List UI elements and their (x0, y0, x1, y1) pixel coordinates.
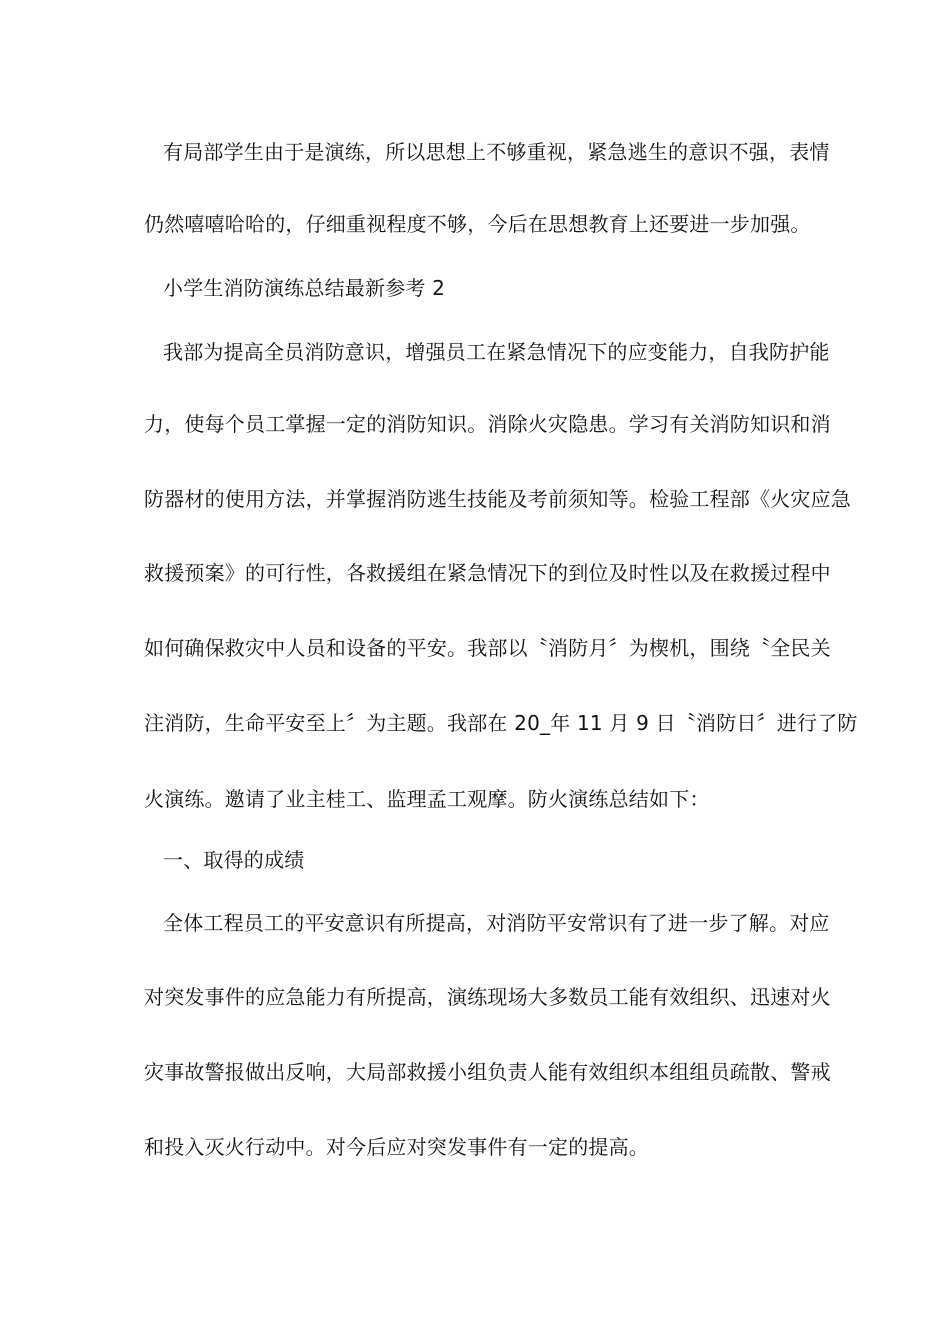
paragraph-line: 火演练。邀请了业主桂工、监理孟工观摩。防火演练总结如下： (144, 787, 710, 811)
section-heading: 一、取得的成绩 (163, 848, 305, 872)
paragraph-line: 我部为提高全员消防意识，增强员工在紧急情况下的应变能力，自我防护能 (163, 340, 830, 364)
paragraph-line: 救援预案》的可行性，各救援组在紧急情况下的到位及时性以及在救援过程中 (144, 561, 831, 585)
paragraph-line: 对突发事件的应急能力有所提高，演练现场大多数员工能有效组织、迅速对火 (144, 985, 831, 1009)
paragraph-line: 如何确保救灾中人员和设备的平安。我部以〝消防月〞为楔机，围绕〝全民关 (144, 636, 831, 660)
paragraph-line: 灾事故警报做出反响，大局部救援小组负责人能有效组织本组组员疏散、警戒 (144, 1060, 831, 1084)
section-heading: 小学生消防演练总结最新参考 2 (163, 276, 446, 300)
paragraph-line: 注消防，生命平安至上〞为主题。我部在 20_年 11 月 9 日〝消防日〞进行了防 (144, 711, 858, 735)
paragraph-line: 力，使每个员工掌握一定的消防知识。消除火灾隐患。学习有关消防知识和消 (144, 412, 831, 436)
paragraph-line: 仍然嘻嘻哈哈的，仔细重视程度不够，今后在思想教育上还要进一步加强。 (144, 212, 811, 236)
paragraph-line: 全体工程员工的平安意识有所提高，对消防平安常识有了进一步了解。对应 (163, 911, 830, 935)
paragraph-line: 和投入灭火行动中。对今后应对突发事件有一定的提高。 (144, 1135, 649, 1159)
paragraph-line: 有局部学生由于是演练，所以思想上不够重视，紧急逃生的意识不强，表情 (163, 140, 830, 164)
paragraph-line: 防器材的使用方法，并掌握消防逃生技能及考前须知等。检验工程部《火灾应急 (144, 487, 851, 511)
